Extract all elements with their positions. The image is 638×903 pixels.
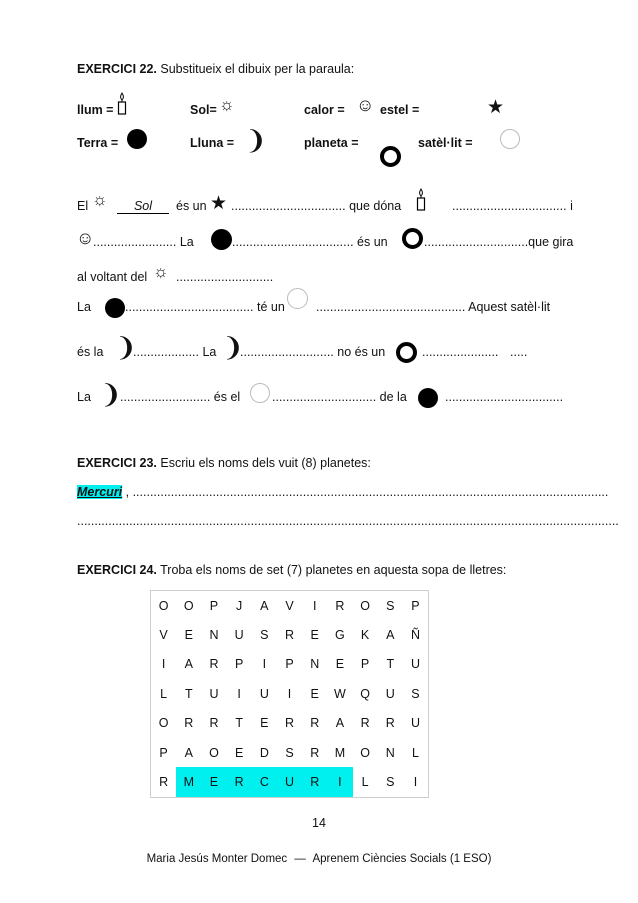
legend-llum-label: llum =: [77, 103, 114, 117]
grid-cell: R: [310, 745, 320, 760]
ex22-heading-number: EXERCICI 22.: [77, 62, 157, 76]
footer-book: Aprenem Ciències Socials (1 ESO): [312, 853, 492, 865]
grid-cell: S: [386, 775, 395, 790]
grid-cell: P: [360, 657, 370, 672]
ex23-heading: [77, 456, 371, 470]
grid-cell: E: [201, 767, 226, 797]
grid-cell: I: [413, 775, 418, 790]
grid-cell: U: [209, 686, 219, 701]
smiley-icon: ☺: [356, 95, 375, 115]
l4-la: La: [77, 300, 91, 314]
grid-cell: P: [234, 657, 244, 672]
grid-cell: Ñ: [410, 628, 420, 643]
grid-cell: E: [234, 745, 244, 760]
grid-cell: I: [237, 686, 241, 701]
grid-cell: U: [385, 686, 395, 701]
grid-cell: R: [184, 716, 194, 731]
ex22-heading: [77, 62, 354, 76]
grid-cell: O: [183, 598, 194, 613]
grid-cell: N: [310, 657, 320, 672]
star-icon: ★: [210, 193, 228, 214]
grid-cell: L: [160, 686, 168, 701]
grid-cell: T: [235, 716, 243, 731]
grid-cell: M: [334, 745, 346, 760]
grid-cell: P: [159, 745, 168, 760]
answer-sol-text: Sol: [133, 199, 153, 213]
ex24-heading: [77, 563, 506, 577]
l2-dots-la: ........................ La: [93, 235, 194, 249]
l1-dots-end: ................................. i: [452, 199, 573, 213]
grid-cell: R: [285, 628, 295, 643]
grid-cell: V: [159, 628, 168, 643]
l5-esla: és la: [77, 345, 104, 359]
grid-cell: O: [158, 716, 169, 731]
grid-cell: A: [260, 598, 269, 613]
l1-dots: ................................. que dóna: [231, 199, 402, 213]
grid-row: [151, 591, 429, 621]
grid-cell: S: [386, 598, 395, 613]
grid-cell: A: [184, 745, 193, 760]
ex24-heading-number: EXERCICI 24.: [77, 563, 157, 577]
l1-el: El: [77, 199, 89, 213]
grid-cell: O: [360, 745, 370, 760]
l6-dots-esel: .......................... és el: [120, 390, 241, 404]
l5-dots-noes: ........................... no és un: [240, 345, 386, 359]
legend-lluna-label: Lluna =: [190, 136, 235, 150]
ex23-heading-number: EXERCICI 23.: [77, 456, 157, 470]
grid-cell: R: [209, 716, 219, 731]
ex22-heading-text: Substitueix el dibuix per la paraula:: [156, 62, 355, 76]
candle-icon: [117, 92, 127, 116]
grid-cell: C: [252, 767, 277, 797]
grid-cell: G: [335, 628, 345, 643]
satellite-icon: [287, 288, 308, 309]
grid-cell: I: [327, 767, 352, 797]
grid-cell: I: [287, 686, 292, 701]
grid-cell: R: [335, 598, 345, 613]
grid-cell: P: [411, 598, 420, 613]
grid-cell: U: [259, 686, 269, 701]
grid-cell: I: [262, 657, 267, 672]
satellite-icon: [250, 383, 270, 403]
grid-cell: U: [234, 628, 244, 643]
grid-cell: R: [227, 767, 252, 797]
footer-separator: —: [294, 853, 306, 865]
l2-dots-esun: ................................... és un: [232, 235, 388, 249]
grid-row: [151, 738, 429, 767]
grid-cell: Q: [360, 686, 370, 701]
grid-row: [151, 709, 429, 738]
grid-cell: S: [285, 745, 294, 760]
ex23-line1-dots: , .........................................................................................................................................: [122, 485, 609, 499]
l4-dots-teun: ..................................... té un: [125, 300, 285, 314]
footer-credits: [0, 853, 638, 865]
grid-cell: P: [209, 598, 219, 613]
star-icon: ★: [487, 97, 505, 118]
grid-cell: O: [360, 598, 370, 613]
grid-cell: U: [277, 767, 302, 797]
moon-icon: ❩: [222, 333, 244, 363]
l6-la: La: [77, 390, 91, 404]
l5-dots-a: ......................: [422, 345, 499, 359]
grid-cell: E: [184, 628, 193, 643]
legend-calor-label: calor =: [304, 103, 345, 117]
legend-sol-label: Sol=: [190, 103, 217, 117]
grid-row: [151, 650, 429, 679]
grid-cell: D: [259, 745, 269, 760]
grid-cell: A: [184, 657, 193, 672]
grid-cell: R: [159, 775, 169, 790]
grid-cell: T: [386, 657, 395, 672]
page-number: 14: [312, 816, 326, 830]
satellite-icon: [500, 129, 520, 149]
smiley-icon: ☺: [76, 228, 95, 248]
ex23-answer-mercuri: Mercuri: [77, 485, 123, 499]
grid-cell: M: [176, 767, 201, 797]
earth-icon: [418, 388, 438, 408]
legend-planeta-label: planeta =: [304, 136, 359, 150]
grid-cell: U: [410, 657, 420, 672]
grid-cell: L: [361, 775, 369, 790]
grid-cell: R: [310, 716, 320, 731]
l5-dots-la: ................... La: [133, 345, 217, 359]
footer-author: Maria Jesús Monter Domec: [146, 853, 288, 865]
grid-cell: L: [411, 745, 419, 760]
l3-dots: ............................: [176, 270, 274, 284]
grid-cell: O: [158, 598, 169, 613]
grid-cell: N: [385, 745, 395, 760]
sun-icon: ☼: [219, 95, 235, 114]
grid-cell: U: [410, 716, 420, 731]
planet-icon: [396, 342, 417, 363]
l6-dots-dela: .............................. de la: [272, 390, 407, 404]
grid-cell: E: [310, 628, 319, 643]
legend-estel-label: estel =: [380, 103, 420, 117]
grid-cell: R: [385, 716, 395, 731]
legend-terra-label: Terra =: [77, 136, 119, 150]
grid-cell: A: [386, 628, 395, 643]
grid-row: [151, 679, 429, 708]
grid-cell: E: [310, 686, 319, 701]
l6-dots-end: ..................................: [445, 390, 564, 404]
l1-es-un: és un: [176, 199, 207, 213]
moon-icon: ❩: [115, 333, 137, 363]
l3-voltant: al voltant del: [77, 270, 148, 284]
word-search-grid: [150, 590, 429, 798]
sun-icon: ☼: [92, 190, 108, 209]
grid-cell: N: [209, 628, 219, 643]
legend-satelit-label: satèl·lit =: [418, 136, 473, 150]
ex23-heading-text: Escriu els noms dels vuit (8) planetes:: [156, 456, 371, 470]
grid-cell: O: [209, 745, 219, 760]
grid-cell: I: [312, 598, 317, 613]
grid-cell: R: [302, 767, 327, 797]
grid-cell: R: [285, 716, 295, 731]
grid-cell: K: [360, 628, 370, 643]
earth-icon: [127, 129, 147, 149]
sun-icon: ☼: [153, 262, 169, 281]
grid-cell: R: [360, 716, 370, 731]
earth-icon: [211, 229, 232, 250]
grid-row: [151, 767, 429, 797]
grid-cell: S: [411, 686, 420, 701]
grid-cell: T: [184, 686, 193, 701]
planet-icon: [402, 228, 423, 249]
ex23-answer-line: [77, 485, 608, 499]
grid-cell: P: [285, 657, 294, 672]
candle-icon: [416, 188, 426, 212]
grid-cell: W: [334, 686, 346, 701]
earth-icon: [105, 298, 125, 318]
ex24-heading-text: Troba els noms de set (7) planetes en aquesta sopa de lletres:: [156, 563, 507, 577]
grid-row: [151, 620, 429, 649]
grid-cell: R: [209, 657, 219, 672]
l4-dots-aquest: ........................................... Aquest satèl·lit: [316, 300, 551, 314]
grid-cell: V: [285, 598, 294, 613]
ex23-line2-dots: ............................................................................................................................................................: [77, 514, 619, 528]
grid-cell: E: [260, 716, 269, 731]
l5-dots-b: .....: [510, 345, 528, 359]
planet-icon: [380, 146, 401, 167]
grid-cell: J: [236, 598, 243, 613]
moon-icon: ❩: [245, 126, 267, 156]
grid-cell: I: [161, 657, 166, 672]
grid-cell: E: [335, 657, 345, 672]
answer-sol: [117, 199, 169, 214]
grid-cell: A: [335, 716, 345, 731]
moon-icon: ❩: [100, 380, 122, 410]
grid-cell: S: [260, 628, 269, 643]
l2-dots-gira: ..............................que gira: [424, 235, 574, 249]
